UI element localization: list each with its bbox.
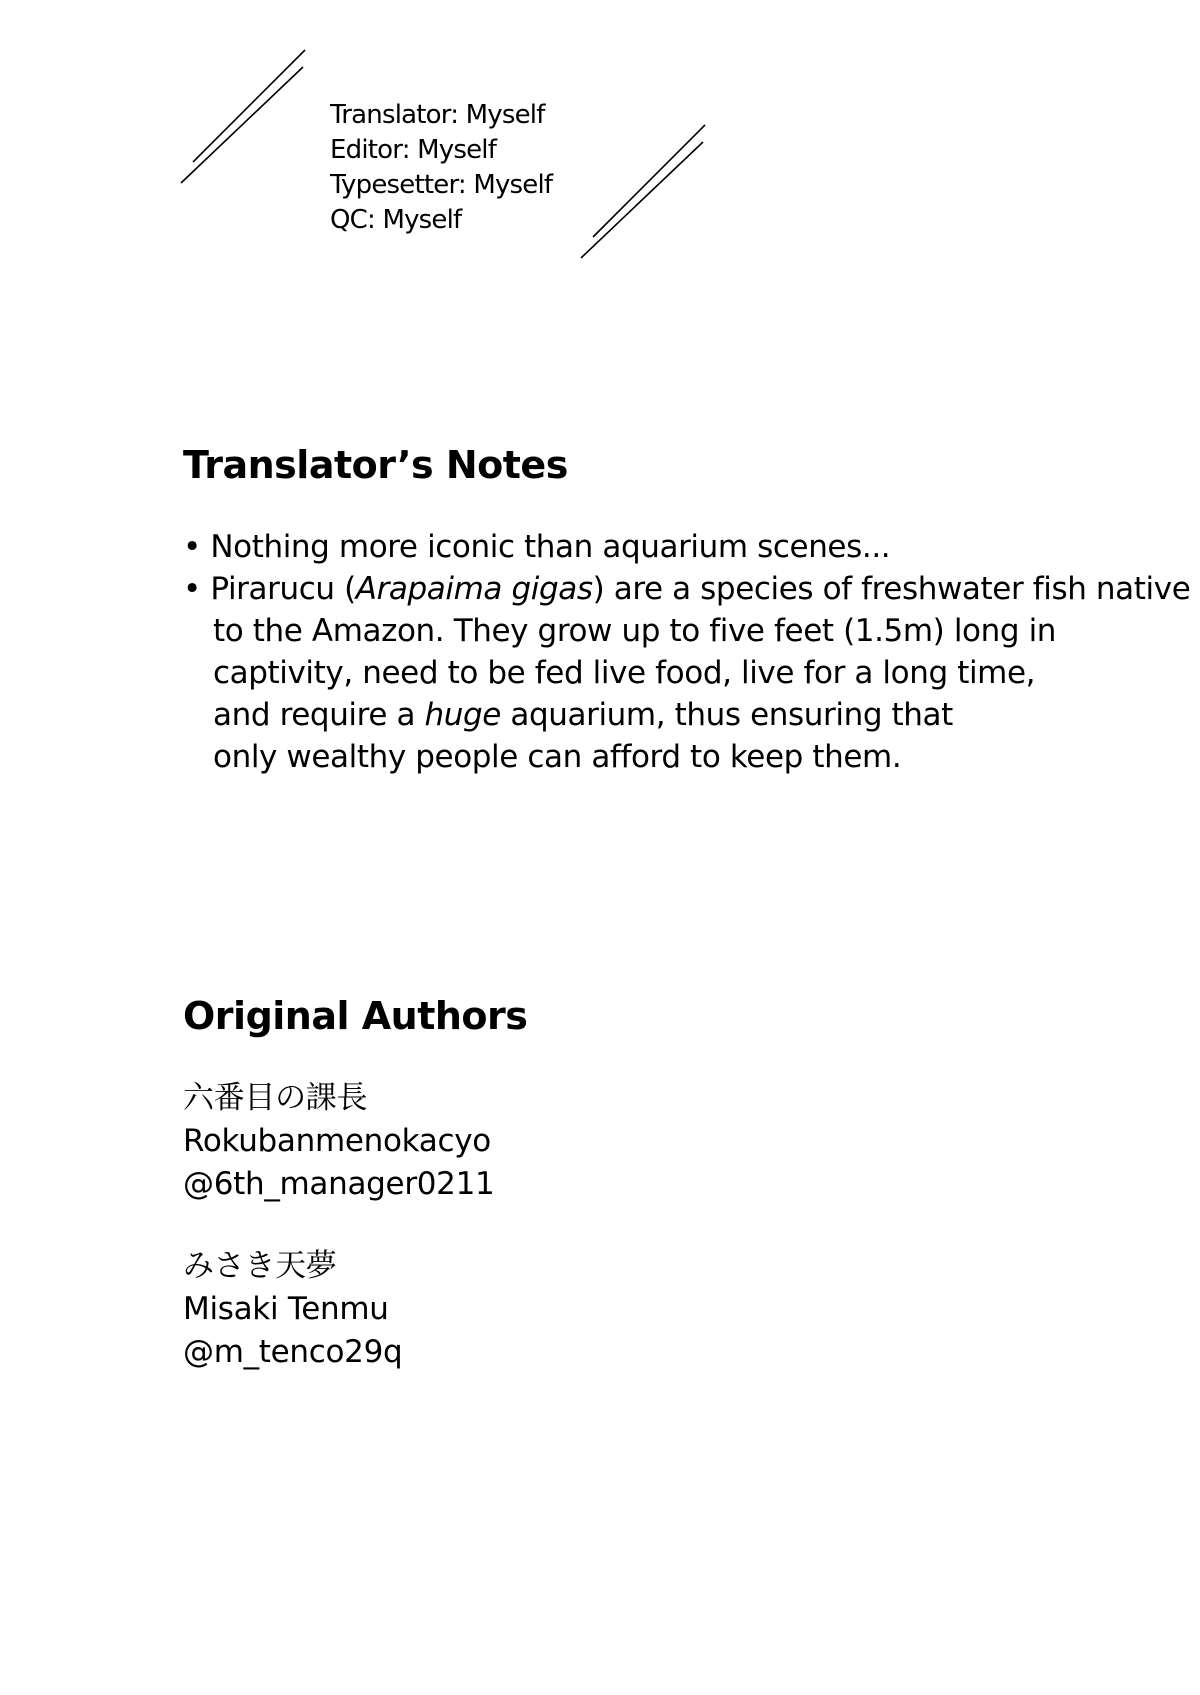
credit-role: Typesetter: xyxy=(330,170,466,200)
credit-typesetter xyxy=(330,168,552,203)
note-continuation: to the Amazon. They grow up to five feet (1.5m) long in xyxy=(213,613,1057,649)
bullet: • xyxy=(183,571,201,607)
author-handle: @6th_manager0211 xyxy=(183,1166,495,1202)
credit-name: Myself xyxy=(473,170,553,200)
note-item xyxy=(183,568,1190,610)
note-item xyxy=(183,526,1190,568)
note-text: Pirarucu ( xyxy=(210,571,356,607)
author-japanese-name: 六番目の課長 xyxy=(183,1080,368,1116)
credit-name: Myself xyxy=(417,135,497,165)
note-text: and require a xyxy=(213,697,425,733)
author-entry xyxy=(183,1077,494,1206)
credits-block xyxy=(330,98,552,238)
note-continuation xyxy=(183,694,1190,736)
note-continuation: captivity, need to be fed live food, live for a long time, xyxy=(213,655,1036,691)
author-entry xyxy=(183,1245,402,1374)
decorative-slash-top-left xyxy=(175,45,315,185)
credit-name: Myself xyxy=(465,100,545,130)
credit-qc xyxy=(330,203,552,238)
credit-role: Translator: xyxy=(330,100,459,130)
note-continuation: only wealthy people can afford to keep them. xyxy=(213,739,902,775)
bullet: • xyxy=(183,529,201,565)
credit-role: QC: xyxy=(330,205,375,235)
author-romaji-name: Rokubanmenokacyo xyxy=(183,1123,491,1159)
notes-list xyxy=(183,526,1190,778)
credit-editor xyxy=(330,133,552,168)
author-romaji-name: Misaki Tenmu xyxy=(183,1291,389,1327)
credit-translator xyxy=(330,98,552,133)
decorative-slash-mid-right xyxy=(575,120,715,260)
note-italic-text: huge xyxy=(424,697,501,733)
credit-name: Myself xyxy=(382,205,462,235)
note-text: Nothing more iconic than aquarium scenes... xyxy=(210,529,891,565)
credit-role: Editor: xyxy=(330,135,410,165)
authors-heading: Original Authors xyxy=(183,994,528,1038)
notes-heading: Translator’s Notes xyxy=(183,443,568,487)
note-italic-text: Arapaima gigas xyxy=(355,571,593,607)
note-text: ) are a species of freshwater fish native xyxy=(592,571,1191,607)
note-text: aquarium, thus ensuring that xyxy=(500,697,953,733)
author-handle: @m_tenco29q xyxy=(183,1334,403,1370)
author-japanese-name: みさき天夢 xyxy=(183,1248,337,1284)
